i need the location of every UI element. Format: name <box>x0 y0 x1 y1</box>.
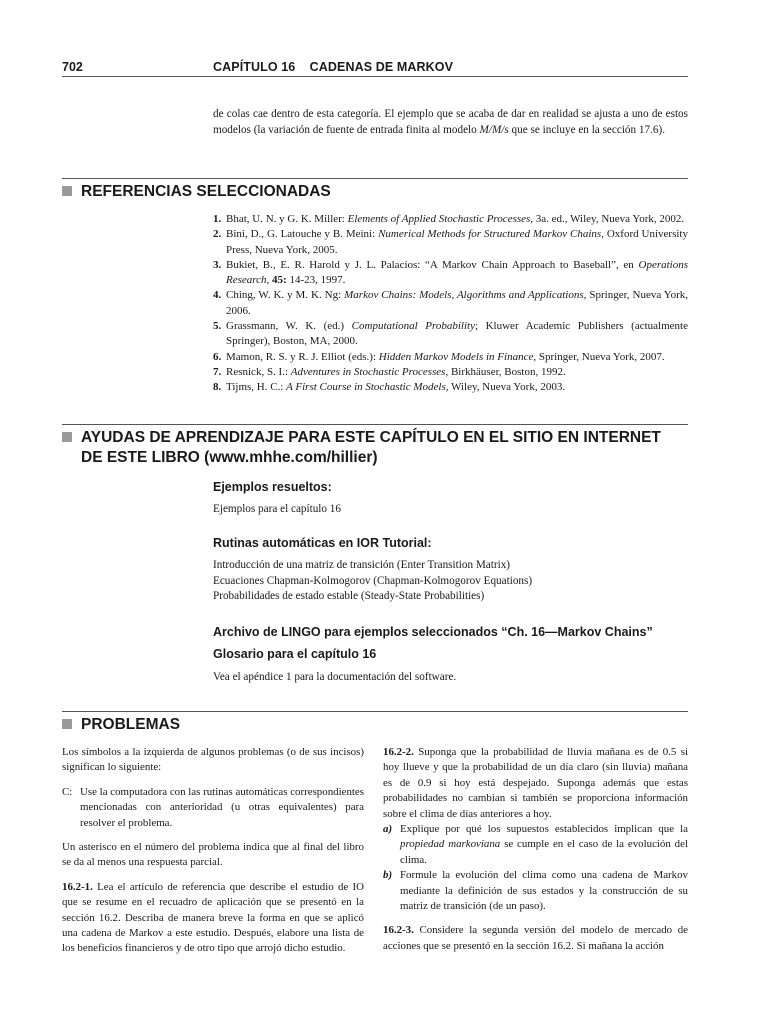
reference-item <box>213 350 688 365</box>
asterisk-note: Un asterisco en el número del problema indica que al final del libro se da al menos una respuesta parcial. <box>62 841 364 869</box>
problem-text: Suponga que la probabilidad de lluvia mañana es de 0.5 si hoy llueve y que la probabilidad de un día claro (sin lluvia) mañana es de 0.9 si hoy está despejado. Suponga además que estas probabilidades no cambian si también se proporciona información sobre el clima de días anteriores a hoy. <box>383 746 688 820</box>
subitem-b <box>383 868 688 914</box>
reference-authors: Tijms, H. C.: <box>226 381 287 394</box>
routine-item: Introducción de una matriz de transición (Enter Transition Matrix) <box>213 559 511 571</box>
routine-item: Ecuaciones Chapman-Kolmogorov (Chapman-Kolmogorov Equations) <box>213 574 533 587</box>
problem-number: 16.2-3. <box>383 924 414 937</box>
learning-aids-heading-line2: DE ESTE LIBRO (www.mhhe.com/hillier) <box>81 449 378 466</box>
reference-number: 6. <box>213 350 222 363</box>
problem-16-2-2 <box>383 745 688 822</box>
reference-authors: Mamon, R. S. y R. J. Elliot (eds.): <box>226 350 379 363</box>
reference-title: A First Course in Stochastic Models <box>286 381 446 394</box>
intro-text-1: de colas cae dentro de esta categoría. El ejemplo que se acaba de dar en realidad se ajusta a uno de estos modelos (la variación de fuente de entrada finita al modelo <box>213 108 688 136</box>
reference-volume: 45: <box>272 274 287 287</box>
intro-paragraph <box>213 106 688 138</box>
problems-rule <box>62 711 688 712</box>
learning-aids-heading-line1: AYUDAS DE APRENDIZAJE PARA ESTE CAPÍTULO EN EL SITIO EN INTERNET <box>81 429 661 446</box>
references-rule <box>62 178 688 179</box>
problems-left-column <box>62 745 364 957</box>
reference-item <box>213 212 688 227</box>
reference-title: Markov Chains: Models, Algorithms and Applications <box>344 289 584 302</box>
subitem-label: b) <box>383 869 393 882</box>
problems-right-column <box>383 745 688 954</box>
symbol-c-text: Use la computadora con las rutinas automáticas correspondientes mencionadas con anterioridad (u otras equivalentes) para resolver el problema. <box>80 785 364 829</box>
references-heading <box>62 182 331 202</box>
reference-number: 3. <box>213 258 222 271</box>
subitem-a-text-2: se cumple en el caso de la evolución del clima. <box>400 838 688 866</box>
reference-details: 14-23, 1997. <box>286 274 346 287</box>
reference-authors: Grassmann, W. K. (ed.) <box>226 320 352 333</box>
solved-examples-heading: Ejemplos resueltos: <box>213 480 332 494</box>
routines-heading: Rutinas automáticas en IOR Tutorial: <box>213 536 432 550</box>
subitem-text <box>400 822 688 868</box>
reference-item <box>213 380 688 395</box>
problem-number: 16.2-1. <box>62 880 93 893</box>
routines-list <box>213 558 532 605</box>
glossary-heading: Glosario para el capítulo 16 <box>213 647 377 661</box>
references-heading-text: REFERENCIAS SELECCIONADAS <box>81 183 331 200</box>
symbols-intro: Los símbolos a la izquierda de algunos problemas (o de sus incisos) significan lo siguiente: <box>62 746 364 774</box>
reference-title: Numerical Methods for Structured Markov Chains <box>378 228 602 241</box>
reference-authors: Bini, D., G. Latouche y B. Meini: <box>226 228 379 241</box>
reference-title: Computational Probability <box>351 320 475 333</box>
reference-title: Hidden Markov Models in Finance <box>378 350 534 363</box>
reference-details: ; Kluwer Academic Publishers (actualmente Springer), Boston, MA, 2000. <box>226 320 688 348</box>
reference-authors: Ching, W. K. y M. K. Ng: <box>226 289 345 302</box>
intro-text-2: que se incluye en la sección 17.6). <box>508 124 666 136</box>
reference-number: 1. <box>213 213 222 225</box>
reference-title: Operations Research <box>226 258 688 287</box>
solved-examples-text: Ejemplos para el capítulo 16 <box>213 503 341 515</box>
reference-number: 4. <box>213 289 222 302</box>
section-square-icon <box>62 186 72 196</box>
reference-details: , Oxford University Press, Nueva York, 2005. <box>226 228 688 256</box>
problem-text: Lea el artículo de referencia que describe el estudio de IO que se resume en el recuadro de aplicación que se presentó en la sección 16.2. Describa de manera breve la forma en que se aplicó una cadena de Markov a este estudio. Después, elabore una lista de los beneficios financieros y de otro tipo que arrojó dicho estudio. <box>62 880 364 955</box>
reference-details: , Springer, Nueva York, 2006. <box>226 289 688 317</box>
reference-number: 7. <box>213 365 222 378</box>
reference-details: , Springer, Nueva York, 2007. <box>533 350 665 363</box>
subitem-a-text-1: Explique por qué los supuestos establecidos implican que la <box>400 823 688 836</box>
problem-16-2-1 <box>62 880 364 957</box>
problems-heading <box>62 715 180 735</box>
subitem-text: Formule la evolución del clima como una cadena de Markov mediante la definición de sus estados y la construcción de su matriz de transición (de un paso). <box>400 869 688 913</box>
problems-heading-text: PROBLEMAS <box>81 716 181 733</box>
reference-item: 3. Bukiet, B., E. R. Harold y J. L. Palacios: “A Markov Chain Approach to Baseball”, en Operations Research, 45: 14-23, 1997. <box>213 258 688 287</box>
learning-aids-rule <box>62 424 688 425</box>
section-square-icon <box>62 719 72 729</box>
reference-title: Elements of Applied Stochastic Processes <box>347 213 531 225</box>
learning-aids-heading <box>62 428 702 468</box>
reference-item <box>213 319 688 350</box>
reference-item <box>213 365 688 380</box>
reference-authors: Bhat, U. N. y G. K. Miller: <box>226 213 348 225</box>
reference-number: 5. <box>213 320 222 333</box>
reference-authors: Resnick, S. I.: <box>226 365 291 378</box>
reference-authors: Bukiet, B., E. R. Harold y J. L. Palacios: “A Markov Chain Approach to Baseball”, en <box>226 258 639 271</box>
subitem-label: a) <box>383 823 393 836</box>
reference-number: 2. <box>213 228 222 241</box>
reference-item <box>213 227 688 258</box>
subitem-a <box>383 822 688 868</box>
chapter-title: CAPÍTULO 16 CADENAS DE MARKOV <box>213 60 454 74</box>
glossary-text: Vea el apéndice 1 para la documentación del software. <box>213 671 457 683</box>
symbol-c-label: C: <box>62 785 73 798</box>
reference-title: Adventures in Stochastic Processes <box>290 365 446 378</box>
intro-model: M/M/s <box>479 124 509 136</box>
reference-details: , 3a. ed., Wiley, Nueva York, 2002. <box>530 213 685 225</box>
routine-item: Probabilidades de estado estable (Steady-State Probabilities) <box>213 590 485 602</box>
reference-number: 8. <box>213 381 222 394</box>
section-square-icon <box>62 432 72 442</box>
problem-text: Considere la segunda versión del modelo de mercado de acciones que se presentó en la sección 16.2. Si mañana la acción <box>383 924 688 952</box>
subitem-a-emphasis: propiedad markoviana <box>400 838 501 851</box>
reference-details: , Wiley, Nueva York, 2003. <box>445 381 566 394</box>
page-number: 702 <box>62 60 83 74</box>
problem-16-2-3 <box>383 923 688 954</box>
symbol-c-item <box>62 785 364 831</box>
reference-details: , Birkhäuser, Boston, 1992. <box>445 365 566 378</box>
reference-item <box>213 288 688 319</box>
lingo-heading: Archivo de LINGO para ejemplos seleccionados “Ch. 16—Markov Chains” <box>213 625 653 639</box>
references-list <box>213 212 688 396</box>
header-rule <box>62 76 688 77</box>
problem-number: 16.2-2. <box>383 746 414 758</box>
